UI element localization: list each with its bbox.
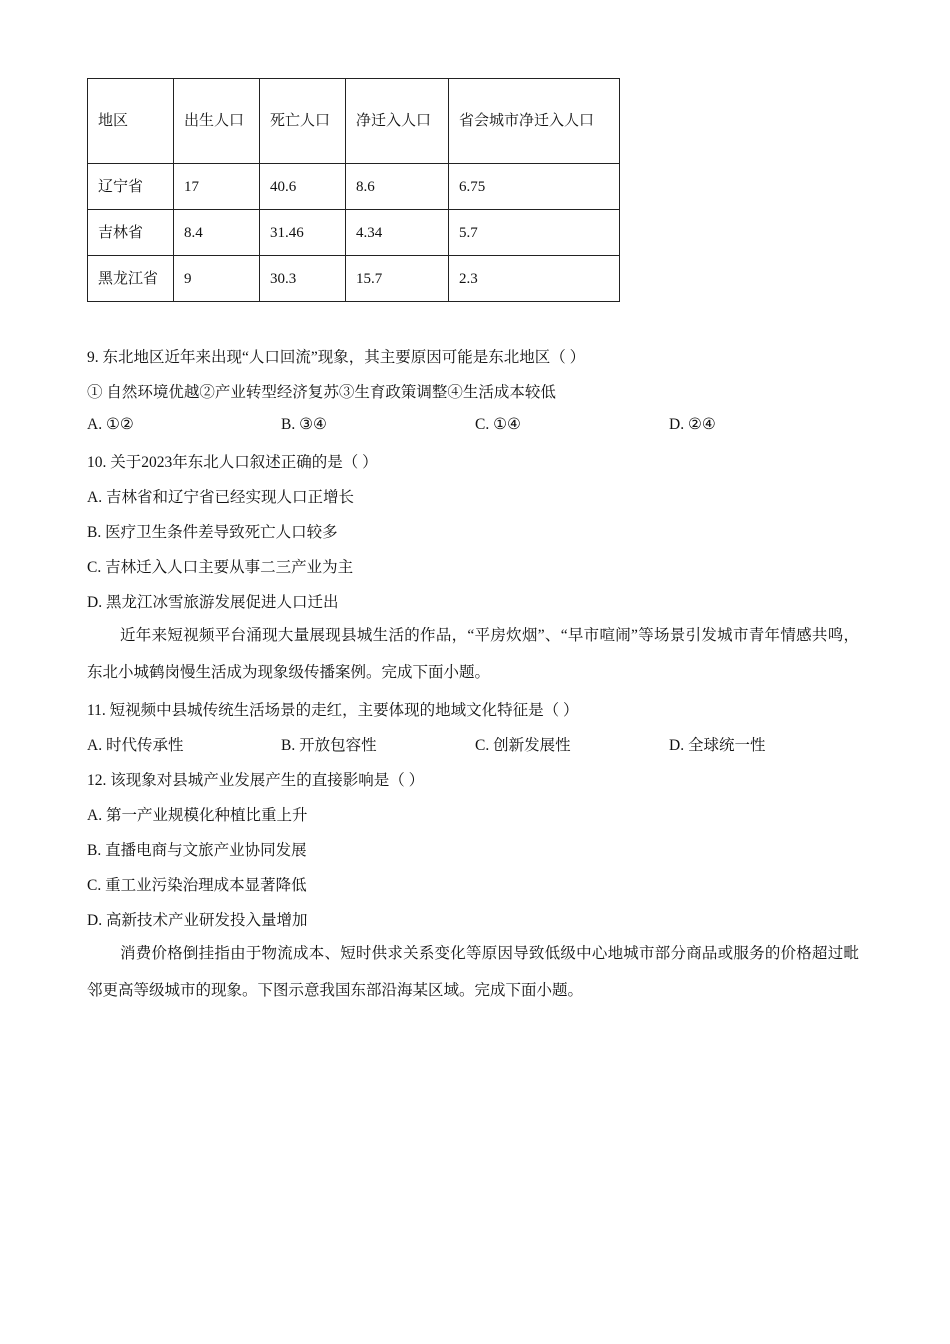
- question-11-option-c[interactable]: C. 创新发展性: [475, 737, 571, 754]
- table-cell: 吉林省: [88, 210, 174, 256]
- question-9-option-d[interactable]: D. ②④: [669, 416, 716, 433]
- table-row: [88, 210, 620, 256]
- question-10-stem: 10. 关于2023年东北人口叙述正确的是（ ）: [87, 454, 378, 471]
- table-row: [88, 256, 620, 302]
- table-header-cell: 地区: [88, 79, 174, 164]
- reading-passage-1: 近年来短视频平台涌现大量展现县城生活的作品，“平房炊烟”、“早市喧闹”等场景引发城市青年情感共鸣，东北小城鹤岗慢生活成为现象级传播案例。完成下面小题。: [87, 627, 859, 681]
- table-cell: 40.6: [260, 164, 346, 210]
- table-cell: 辽宁省: [88, 164, 174, 210]
- table-header-cell: 净迁入人口: [346, 79, 449, 164]
- population-table: [87, 78, 620, 302]
- table-cell: 4.34: [346, 210, 449, 256]
- question-9-items: ① 自然环境优越②产业转型经济复苏③生育政策调整④生活成本较低: [87, 384, 556, 401]
- table-cell: 31.46: [260, 210, 346, 256]
- question-9-option-b[interactable]: B. ③④: [281, 416, 327, 433]
- question-9-option-c[interactable]: C. ①④: [475, 416, 521, 433]
- table-cell: 8.6: [346, 164, 449, 210]
- table-cell: 8.4: [174, 210, 260, 256]
- table-cell: 15.7: [346, 256, 449, 302]
- question-9-option-a[interactable]: A. ①②: [87, 416, 134, 433]
- table-cell: 6.75: [449, 164, 620, 210]
- question-12-option-c[interactable]: C. 重工业污染治理成本显著降低: [87, 877, 307, 894]
- table-cell: 17: [174, 164, 260, 210]
- table-cell: 9: [174, 256, 260, 302]
- question-11-stem: 11. 短视频中县城传统生活场景的走红，主要体现的地域文化特征是（ ）: [87, 702, 579, 719]
- table-cell: 30.3: [260, 256, 346, 302]
- question-11-option-a[interactable]: A. 时代传承性: [87, 737, 184, 754]
- table-cell: 5.7: [449, 210, 620, 256]
- table-cell: 2.3: [449, 256, 620, 302]
- table-row: [88, 164, 620, 210]
- table-header-cell: 省会城市净迁入人口: [449, 79, 620, 164]
- question-11-option-b[interactable]: B. 开放包容性: [281, 737, 377, 754]
- reading-passage-2: 消费价格倒挂指由于物流成本、短时供求关系变化等原因导致低级中心地城市部分商品或服务的价格超过毗邻更高等级城市的现象。下图示意我国东部沿海某区域。完成下面小题。: [87, 945, 859, 999]
- question-12-option-d[interactable]: D. 高新技术产业研发投入量增加: [87, 912, 308, 929]
- table-header-cell: 死亡人口: [260, 79, 346, 164]
- question-10-option-a[interactable]: A. 吉林省和辽宁省已经实现人口正增长: [87, 489, 354, 506]
- question-10-option-c[interactable]: C. 吉林迁入人口主要从事二三产业为主: [87, 559, 354, 576]
- table-header-cell: 出生人口: [174, 79, 260, 164]
- question-12-stem: 12. 该现象对县城产业发展产生的直接影响是（ ）: [87, 772, 425, 789]
- question-12-option-b[interactable]: B. 直播电商与文旅产业协同发展: [87, 842, 307, 859]
- table-header-row: [88, 79, 620, 164]
- question-12-option-a[interactable]: A. 第一产业规模化种植比重上升: [87, 807, 308, 824]
- question-10-option-b[interactable]: B. 医疗卫生条件差导致死亡人口较多: [87, 524, 338, 541]
- question-11-option-d[interactable]: D. 全球统一性: [669, 737, 766, 754]
- question-10-option-d[interactable]: D. 黑龙江冰雪旅游发展促进人口迁出: [87, 594, 339, 611]
- question-9-stem: 9. 东北地区近年来出现“人口回流”现象，其主要原因可能是东北地区（ ）: [87, 349, 586, 366]
- table-cell: 黑龙江省: [88, 256, 174, 302]
